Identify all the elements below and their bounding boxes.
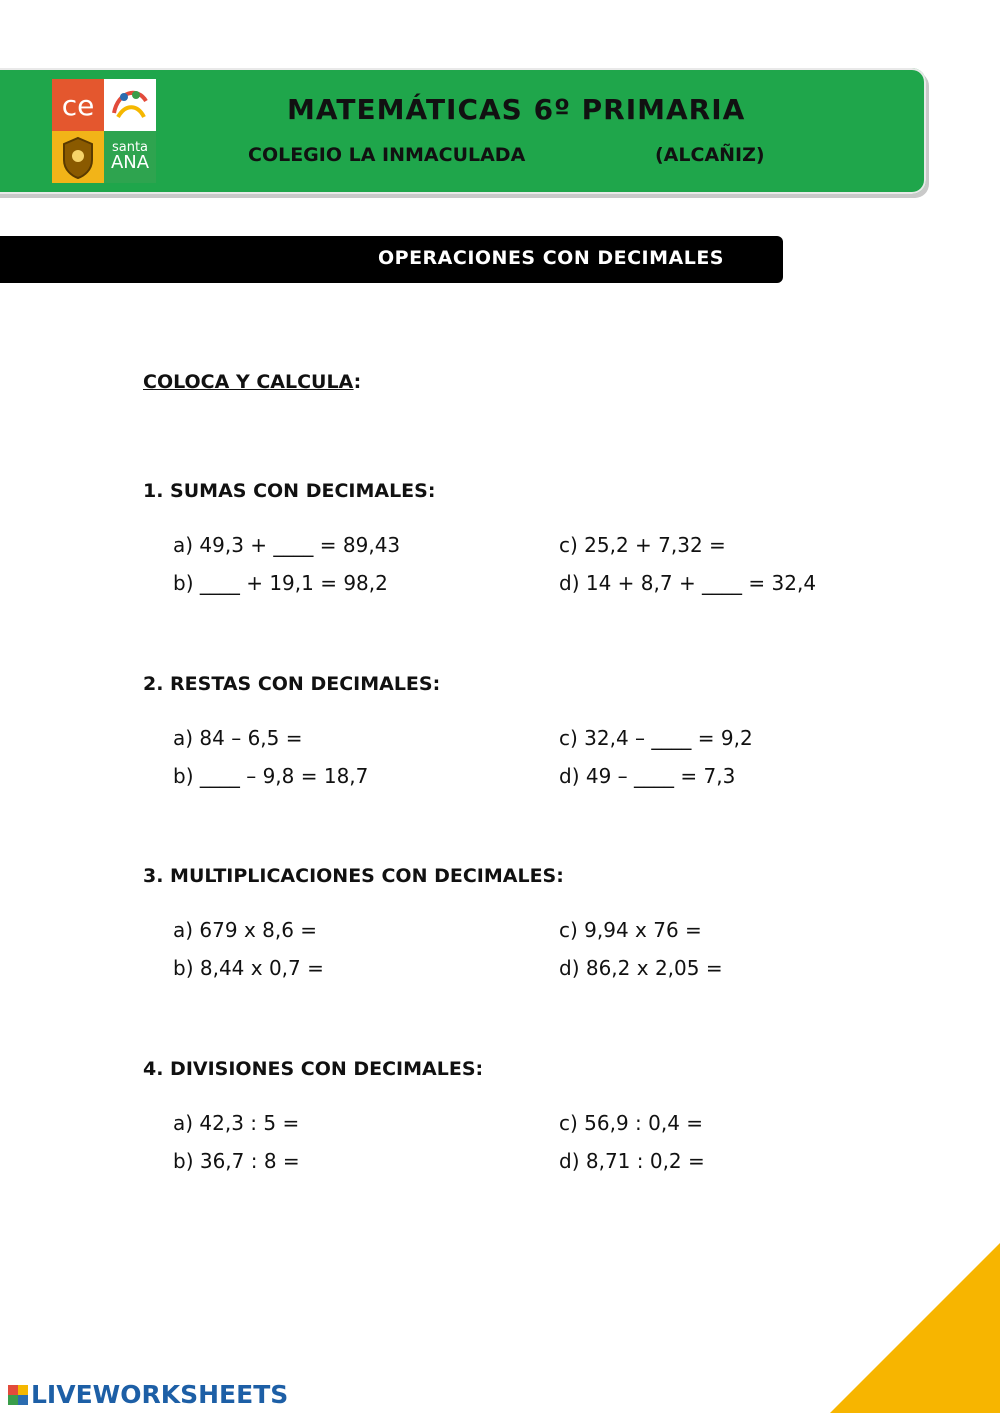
section-title-divisions: 4. DIVISIONES CON DECIMALES:: [143, 1058, 484, 1080]
exercise-2a: a) 84 – 6,5 =: [173, 726, 303, 750]
topic-title: OPERACIONES CON DECIMALES: [378, 247, 724, 269]
exercise-2b: b) ____ – 9,8 = 18,7: [173, 764, 369, 788]
exercise-4b: b) 36,7 : 8 =: [173, 1149, 300, 1173]
school-name: COLEGIO LA INMACULADA: [248, 144, 526, 166]
school-town: (ALCAÑIZ): [655, 144, 765, 166]
exercise-1a: a) 49,3 + ____ = 89,43: [173, 533, 401, 557]
exercise-1c: c) 25,2 + 7,32 =: [559, 533, 726, 557]
logo-ce-block: ce: [52, 79, 104, 131]
logo-santa-text: santa: [111, 139, 149, 155]
liveworksheets-icon: [8, 1385, 28, 1405]
exercise-2d: d) 49 – ____ = 7,3: [559, 764, 736, 788]
exercise-1b: b) ____ + 19,1 = 98,2: [173, 571, 388, 595]
instruction-label: COLOCA Y CALCULA: [143, 371, 354, 393]
school-logo: [52, 79, 156, 183]
exercise-2c: c) 32,4 – ____ = 9,2: [559, 726, 753, 750]
corner-decoration: [830, 1243, 1000, 1413]
exercise-3c: c) 9,94 x 76 =: [559, 918, 702, 942]
exercise-3b: b) 8,44 x 0,7 =: [173, 956, 324, 980]
section-title-sums: 1. SUMAS CON DECIMALES:: [143, 480, 436, 502]
logo-crest-icon: [52, 131, 104, 183]
section-title-multiplications: 3. MULTIPLICACIONES CON DECIMALES:: [143, 865, 564, 887]
liveworksheets-logo[interactable]: [8, 1380, 288, 1409]
exercise-4d: d) 8,71 : 0,2 =: [559, 1149, 705, 1173]
exercise-4a: a) 42,3 : 5 =: [173, 1111, 300, 1135]
exercise-4c: c) 56,9 : 0,4 =: [559, 1111, 704, 1135]
logo-figures-icon: [104, 79, 156, 131]
exercise-3d: d) 86,2 x 2,05 =: [559, 956, 723, 980]
instruction: [143, 371, 361, 393]
logo-santa-ana-block: [104, 131, 156, 183]
liveworksheets-brand-text: LIVEWORKSHEETS: [31, 1380, 289, 1409]
exercise-3a: a) 679 x 8,6 =: [173, 918, 318, 942]
exercise-1d: d) 14 + 8,7 + ____ = 32,4: [559, 571, 817, 595]
logo-ana-text: ANA: [110, 152, 150, 174]
page-title: MATEMÁTICAS 6º PRIMARIA: [287, 93, 746, 126]
section-title-subtractions: 2. RESTAS CON DECIMALES:: [143, 673, 441, 695]
instruction-colon: :: [353, 371, 362, 393]
